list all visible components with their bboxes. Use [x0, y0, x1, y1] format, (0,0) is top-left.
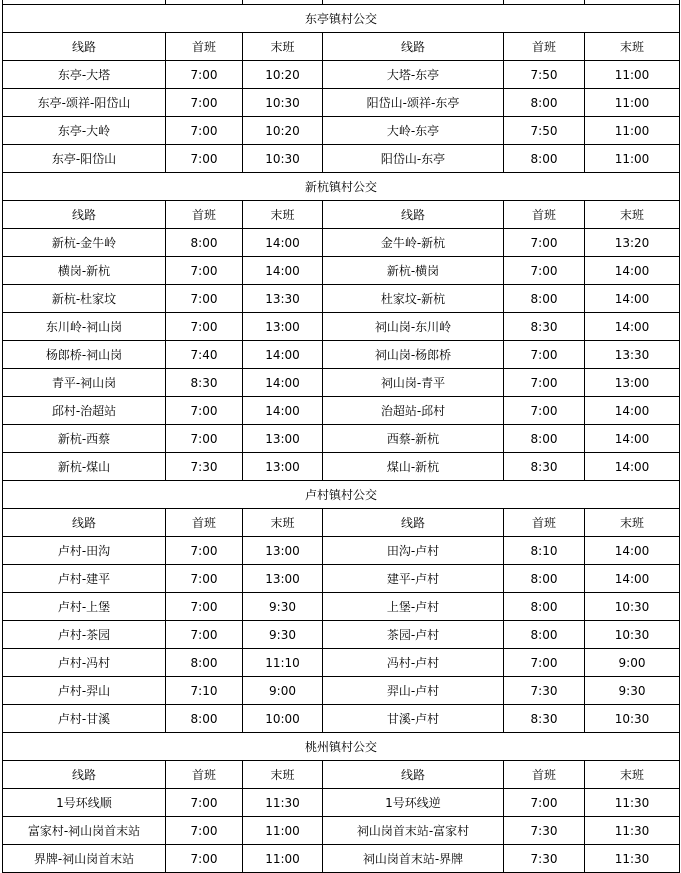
last-bus-outbound: 10:30 [243, 89, 323, 117]
last-bus-return: 11:00 [585, 117, 680, 145]
header-route: 线路 [3, 33, 166, 61]
first-bus-outbound: 7:40 [166, 341, 243, 369]
first-bus-return: 8:30 [504, 705, 585, 733]
last-bus-outbound: 14:00 [243, 341, 323, 369]
first-bus-outbound: 7:00 [166, 397, 243, 425]
section-title-row [3, 733, 680, 761]
table-row [3, 229, 680, 257]
header-last-bus: 末班 [585, 201, 680, 229]
table-row [3, 705, 680, 733]
table-row [3, 817, 680, 845]
last-bus-return: 14:00 [585, 257, 680, 285]
first-bus-outbound: 7:00 [166, 565, 243, 593]
first-bus-return: 7:30 [504, 845, 585, 873]
last-bus-return: 11:30 [585, 789, 680, 817]
header-first-bus: 首班 [504, 761, 585, 789]
table-row [3, 677, 680, 705]
first-bus-outbound: 8:30 [166, 369, 243, 397]
table-row [3, 537, 680, 565]
table-row [3, 341, 680, 369]
header-route: 线路 [3, 201, 166, 229]
route-return: 甘溪-卢村 [323, 705, 504, 733]
first-bus-return: 7:00 [504, 341, 585, 369]
column-header-row [3, 201, 680, 229]
last-bus-return: 11:00 [585, 61, 680, 89]
header-first-bus: 首班 [504, 33, 585, 61]
first-bus-return: 7:00 [504, 789, 585, 817]
table-row [3, 313, 680, 341]
first-bus-outbound: 7:00 [166, 313, 243, 341]
route-return: 西蔡-新杭 [323, 425, 504, 453]
last-bus-outbound: 14:00 [243, 397, 323, 425]
section-title-row [3, 173, 680, 201]
first-bus-return: 7:00 [504, 229, 585, 257]
last-bus-return: 14:00 [585, 565, 680, 593]
table-row [3, 397, 680, 425]
first-bus-return: 7:00 [504, 397, 585, 425]
table-row [3, 145, 680, 173]
last-bus-return: 11:30 [585, 845, 680, 873]
route-outbound: 富家村-祠山岗首末站 [3, 817, 166, 845]
route-return: 上堡-卢村 [323, 593, 504, 621]
first-bus-outbound: 7:00 [166, 593, 243, 621]
header-first-bus: 首班 [504, 509, 585, 537]
route-return: 祠山岗-东川岭 [323, 313, 504, 341]
section-title: 桃州镇村公交 [3, 733, 680, 761]
last-bus-outbound: 13:00 [243, 537, 323, 565]
route-outbound: 东川岭-祠山岗 [3, 313, 166, 341]
header-route: 线路 [3, 509, 166, 537]
last-bus-outbound: 11:30 [243, 789, 323, 817]
first-bus-return: 8:00 [504, 285, 585, 313]
first-bus-outbound: 7:00 [166, 789, 243, 817]
route-outbound: 东亭-大岭 [3, 117, 166, 145]
route-outbound: 卢村-甘溪 [3, 705, 166, 733]
table-row [3, 257, 680, 285]
last-bus-outbound: 11:10 [243, 649, 323, 677]
first-bus-outbound: 7:00 [166, 621, 243, 649]
route-outbound: 东亭-大塔 [3, 61, 166, 89]
section-title-row [3, 481, 680, 509]
last-bus-return: 14:00 [585, 425, 680, 453]
route-outbound: 卢村-茶园 [3, 621, 166, 649]
table-row [3, 621, 680, 649]
route-return: 阳岱山-东亭 [323, 145, 504, 173]
first-bus-outbound: 8:00 [166, 705, 243, 733]
route-outbound: 界牌-祠山岗首末站 [3, 845, 166, 873]
route-return: 田沟-卢村 [323, 537, 504, 565]
schedule-body [3, 0, 680, 873]
last-bus-outbound: 10:20 [243, 61, 323, 89]
last-bus-return: 10:30 [585, 621, 680, 649]
route-outbound: 卢村-上堡 [3, 593, 166, 621]
route-return: 祠山岗首末站-富家村 [323, 817, 504, 845]
route-outbound: 东亭-颂祥-阳岱山 [3, 89, 166, 117]
first-bus-return: 8:00 [504, 593, 585, 621]
route-return: 金牛岭-新杭 [323, 229, 504, 257]
header-last-bus: 末班 [585, 509, 680, 537]
header-first-bus: 首班 [166, 201, 243, 229]
first-bus-return: 7:50 [504, 117, 585, 145]
route-return: 大岭-东亭 [323, 117, 504, 145]
header-last-bus: 末班 [243, 201, 323, 229]
last-bus-outbound: 9:30 [243, 593, 323, 621]
first-bus-outbound: 7:00 [166, 285, 243, 313]
route-return: 冯村-卢村 [323, 649, 504, 677]
table-row [3, 425, 680, 453]
first-bus-return: 8:10 [504, 537, 585, 565]
table-row [3, 61, 680, 89]
last-bus-return: 13:00 [585, 369, 680, 397]
first-bus-outbound: 7:30 [166, 453, 243, 481]
first-bus-return: 7:30 [504, 677, 585, 705]
route-outbound: 卢村-羿山 [3, 677, 166, 705]
first-bus-outbound: 7:00 [166, 117, 243, 145]
last-bus-return: 14:00 [585, 313, 680, 341]
first-bus-return: 7:00 [504, 257, 585, 285]
first-bus-return: 7:00 [504, 369, 585, 397]
last-bus-outbound: 14:00 [243, 229, 323, 257]
route-return: 祠山岗首末站-界牌 [323, 845, 504, 873]
first-bus-outbound: 7:00 [166, 845, 243, 873]
table-row [3, 593, 680, 621]
first-bus-outbound: 8:00 [166, 649, 243, 677]
route-outbound: 杨郎桥-祠山岗 [3, 341, 166, 369]
first-bus-outbound: 7:00 [166, 257, 243, 285]
route-outbound: 青平-祠山岗 [3, 369, 166, 397]
last-bus-return: 14:00 [585, 453, 680, 481]
first-bus-outbound: 7:00 [166, 425, 243, 453]
last-bus-outbound: 10:30 [243, 145, 323, 173]
last-bus-return: 14:00 [585, 285, 680, 313]
route-outbound: 卢村-建平 [3, 565, 166, 593]
last-bus-return: 11:00 [585, 145, 680, 173]
last-bus-outbound: 13:00 [243, 313, 323, 341]
header-first-bus: 首班 [166, 761, 243, 789]
section-title: 东亭镇村公交 [3, 5, 680, 33]
first-bus-return: 8:00 [504, 89, 585, 117]
last-bus-outbound: 10:00 [243, 705, 323, 733]
last-bus-outbound: 9:00 [243, 677, 323, 705]
table-row [3, 789, 680, 817]
header-last-bus: 末班 [585, 33, 680, 61]
first-bus-return: 8:00 [504, 425, 585, 453]
route-return: 新杭-横岗 [323, 257, 504, 285]
last-bus-return: 10:30 [585, 705, 680, 733]
route-return: 治超站-邱村 [323, 397, 504, 425]
route-return: 杜家坟-新杭 [323, 285, 504, 313]
route-outbound: 1号环线顺 [3, 789, 166, 817]
table-row [3, 285, 680, 313]
route-outbound: 卢村-冯村 [3, 649, 166, 677]
last-bus-return: 11:30 [585, 817, 680, 845]
last-bus-outbound: 14:00 [243, 257, 323, 285]
first-bus-return: 8:30 [504, 313, 585, 341]
first-bus-outbound: 7:00 [166, 61, 243, 89]
header-route: 线路 [3, 761, 166, 789]
last-bus-outbound: 11:00 [243, 817, 323, 845]
route-outbound: 东亭-阳岱山 [3, 145, 166, 173]
header-last-bus: 末班 [585, 761, 680, 789]
route-outbound: 新杭-金牛岭 [3, 229, 166, 257]
route-return: 阳岱山-颂祥-东亭 [323, 89, 504, 117]
header-last-bus: 末班 [243, 509, 323, 537]
bus-schedule-table [2, 0, 680, 873]
last-bus-return: 9:30 [585, 677, 680, 705]
header-route: 线路 [323, 509, 504, 537]
header-last-bus: 末班 [243, 761, 323, 789]
column-header-row [3, 761, 680, 789]
route-return: 煤山-新杭 [323, 453, 504, 481]
last-bus-return: 14:00 [585, 397, 680, 425]
last-bus-outbound: 9:30 [243, 621, 323, 649]
table-row [3, 565, 680, 593]
route-return: 祠山岗-杨郎桥 [323, 341, 504, 369]
last-bus-outbound: 13:00 [243, 453, 323, 481]
first-bus-return: 7:30 [504, 817, 585, 845]
table-row [3, 649, 680, 677]
route-return: 建平-卢村 [323, 565, 504, 593]
route-return: 大塔-东亭 [323, 61, 504, 89]
last-bus-return: 11:00 [585, 89, 680, 117]
table-row [3, 89, 680, 117]
first-bus-outbound: 7:00 [166, 89, 243, 117]
table-row [3, 117, 680, 145]
route-outbound: 邱村-治超站 [3, 397, 166, 425]
last-bus-outbound: 13:30 [243, 285, 323, 313]
header-route: 线路 [323, 761, 504, 789]
last-bus-outbound: 11:00 [243, 845, 323, 873]
last-bus-return: 9:00 [585, 649, 680, 677]
last-bus-return: 13:20 [585, 229, 680, 257]
section-title: 卢村镇村公交 [3, 481, 680, 509]
header-route: 线路 [323, 33, 504, 61]
column-header-row [3, 509, 680, 537]
route-return: 茶园-卢村 [323, 621, 504, 649]
last-bus-return: 14:00 [585, 537, 680, 565]
last-bus-outbound: 13:00 [243, 565, 323, 593]
first-bus-outbound: 7:00 [166, 145, 243, 173]
first-bus-return: 7:00 [504, 649, 585, 677]
last-bus-outbound: 13:00 [243, 425, 323, 453]
table-row [3, 453, 680, 481]
last-bus-return: 10:30 [585, 593, 680, 621]
header-last-bus: 末班 [243, 33, 323, 61]
last-bus-outbound: 10:20 [243, 117, 323, 145]
route-outbound: 新杭-杜家坟 [3, 285, 166, 313]
first-bus-outbound: 8:00 [166, 229, 243, 257]
section-title: 新杭镇村公交 [3, 173, 680, 201]
first-bus-return: 8:00 [504, 145, 585, 173]
table-row [3, 845, 680, 873]
header-first-bus: 首班 [504, 201, 585, 229]
header-route: 线路 [323, 201, 504, 229]
column-header-row [3, 33, 680, 61]
first-bus-outbound: 7:00 [166, 817, 243, 845]
first-bus-return: 7:50 [504, 61, 585, 89]
table-row [3, 369, 680, 397]
first-bus-outbound: 7:10 [166, 677, 243, 705]
last-bus-return: 13:30 [585, 341, 680, 369]
route-outbound: 横岗-新杭 [3, 257, 166, 285]
route-return: 羿山-卢村 [323, 677, 504, 705]
first-bus-return: 8:30 [504, 453, 585, 481]
first-bus-return: 8:00 [504, 621, 585, 649]
route-return: 1号环线逆 [323, 789, 504, 817]
route-outbound: 新杭-西蔡 [3, 425, 166, 453]
route-outbound: 卢村-田沟 [3, 537, 166, 565]
route-return: 祠山岗-青平 [323, 369, 504, 397]
section-title-row [3, 5, 680, 33]
header-first-bus: 首班 [166, 33, 243, 61]
first-bus-return: 8:00 [504, 565, 585, 593]
header-first-bus: 首班 [166, 509, 243, 537]
route-outbound: 新杭-煤山 [3, 453, 166, 481]
first-bus-outbound: 7:00 [166, 537, 243, 565]
last-bus-outbound: 14:00 [243, 369, 323, 397]
